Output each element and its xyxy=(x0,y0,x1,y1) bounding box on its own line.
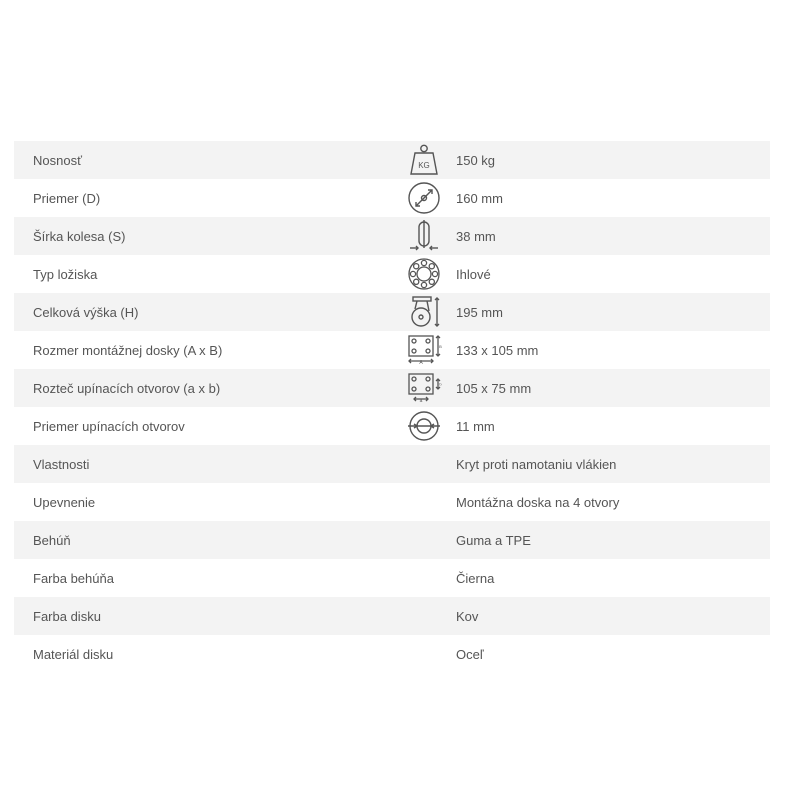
wheel-width-icon xyxy=(392,219,456,253)
spec-label: Šírka kolesa (S) xyxy=(33,228,126,244)
spec-row-diameter xyxy=(14,179,770,217)
spec-label: Upevnenie xyxy=(33,494,96,510)
spec-row-disc-material xyxy=(14,635,770,673)
spec-row-tread xyxy=(14,521,770,559)
spec-row-wheel-width xyxy=(14,217,770,255)
svg-text:KG: KG xyxy=(418,161,430,170)
spec-value: 105 x 75 mm xyxy=(456,380,532,396)
spec-row-load-capacity xyxy=(14,141,770,179)
wheel-diameter-icon xyxy=(392,181,456,215)
spec-label: Materiál disku xyxy=(33,646,114,662)
spec-value: 11 mm xyxy=(456,418,495,434)
spec-row-bearing-type xyxy=(14,255,770,293)
spec-row-hole-spacing xyxy=(14,369,770,407)
spec-label: Rozteč upínacích otvorov (a x b) xyxy=(33,380,221,396)
spec-label: Celková výška (H) xyxy=(33,304,139,320)
spec-label: Rozmer montážnej dosky (A x B) xyxy=(33,342,223,358)
svg-text:B: B xyxy=(439,344,442,349)
spec-label: Typ ložiska xyxy=(33,266,98,282)
bolt-hole-spacing-icon xyxy=(392,371,456,405)
bearing-icon xyxy=(392,257,456,291)
spec-label: Vlastnosti xyxy=(33,456,90,472)
spec-label: Priemer upínacích otvorov xyxy=(33,418,185,434)
spec-value: Čierna xyxy=(456,570,495,586)
spec-table xyxy=(14,141,770,673)
spec-value: 38 mm xyxy=(456,228,496,244)
spec-value: 133 x 105 mm xyxy=(456,342,539,358)
svg-text:A: A xyxy=(419,360,423,366)
spec-row-disc-color xyxy=(14,597,770,635)
spec-label: Farba disku xyxy=(33,608,101,624)
spec-value: 195 mm xyxy=(456,304,503,320)
spec-value: Kryt proti namotaniu vlákien xyxy=(456,456,617,472)
spec-label: Priemer (D) xyxy=(33,190,101,206)
caster-height-icon xyxy=(392,295,456,329)
spec-row-total-height xyxy=(14,293,770,331)
mounting-plate-size-icon xyxy=(392,333,456,367)
spec-row-tread-color xyxy=(14,559,770,597)
bolt-hole-diameter-icon xyxy=(392,409,456,443)
spec-value: Ihlové xyxy=(456,266,491,282)
svg-text:b: b xyxy=(439,381,442,387)
spec-value: Montážna doska na 4 otvory xyxy=(456,494,620,510)
spec-row-mounting xyxy=(14,483,770,521)
spec-value: 160 mm xyxy=(456,190,503,206)
spec-value: 150 kg xyxy=(456,152,496,168)
spec-value: Kov xyxy=(456,608,479,624)
spec-row-hole-diameter xyxy=(14,407,770,445)
spec-label: Behúň xyxy=(33,532,71,548)
spec-label: Farba behúňa xyxy=(33,570,114,586)
spec-row-features xyxy=(14,445,770,483)
spec-value: Oceľ xyxy=(456,646,484,662)
spec-row-mounting-plate xyxy=(14,331,770,369)
svg-text:a: a xyxy=(419,398,423,404)
weight-kg-icon xyxy=(392,143,456,177)
spec-label: Nosnosť xyxy=(33,152,82,168)
spec-value: Guma a TPE xyxy=(456,532,531,548)
